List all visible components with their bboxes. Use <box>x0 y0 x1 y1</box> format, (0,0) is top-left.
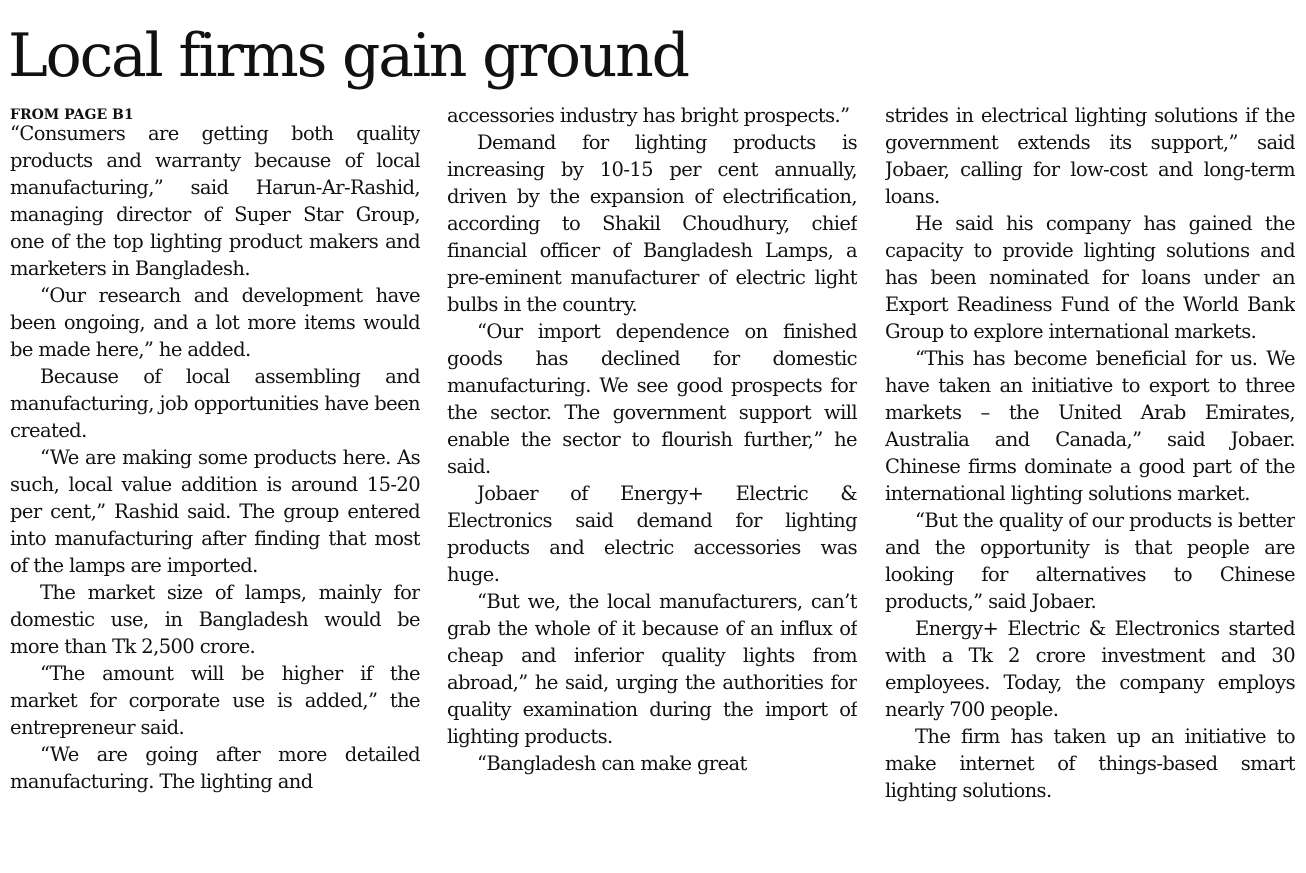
paragraph: “Bangladesh can make great <box>477 752 747 775</box>
paragraph: “But we, the local manufacturers, can’t grab the whole of it because of an influx of cheap and inferior quality lights from abroad,” he said, urging the authorities for quality examination during the import of lighting products. <box>447 590 857 748</box>
paragraph: Energy+ Electric & Electronics started with a Tk 2 crore investment and 30 employees. Today, the company employs nearly 700 people. <box>885 617 1295 721</box>
paragraph: accessories industry has bright prospects.” <box>447 104 850 127</box>
paragraph: He said his company has gained the capacity to provide lighting solutions and has been nominated for loans under an Export Readiness Fund of the World Bank Group to explore international markets. <box>885 212 1295 343</box>
paragraph: “Our research and development have been ongoing, and a lot more items would be made here,” he added. <box>10 284 420 361</box>
paragraph: “Our import dependence on finished goods has declined for domestic manufacturing. We see good prospects for the sector. The government support will enable the sector to flourish further,” he said. <box>447 320 857 478</box>
paragraph: “This has become beneficial for us. We have taken an initiative to export to three markets – the United Arab Emirates, Australia and Canada,” said Jobaer. Chinese firms dominate a good part of the international lighting solutions market. <box>885 347 1295 505</box>
paragraph: “Consumers are getting both quality products and warranty because of local manufacturing,” said Harun-Ar-Rashid, managing director of Super Star Group, one of the top lighting product makers and marketers in Bangladesh. <box>10 122 420 280</box>
article-column-1 <box>10 102 420 872</box>
headline: Local firms gain ground <box>8 21 688 91</box>
article-column-3 <box>885 102 1295 872</box>
paragraph: The market size of lamps, mainly for domestic use, in Bangladesh would be more than Tk 2,500 crore. <box>10 581 420 658</box>
paragraph: “The amount will be higher if the market for corporate use is added,” the entrepreneur said. <box>10 662 420 739</box>
paragraph: “We are making some products here. As such, local value addition is around 15-20 per cent,” Rashid said. The group entered into manufacturing after finding that most of the lamps are imported. <box>10 446 420 577</box>
paragraph: Because of local assembling and manufacturing, job opportunities have been created. <box>10 365 420 442</box>
article-column-2 <box>447 102 857 872</box>
kicker-from-page: FROM PAGE B1 <box>10 107 134 123</box>
paragraph: Jobaer of Energy+ Electric & Electronics said demand for lighting products and electric accessories was huge. <box>447 482 857 586</box>
paragraph: “We are going after more detailed manufacturing. The lighting and <box>10 743 420 793</box>
paragraph: strides in electrical lighting solutions if the government extends its support,” said Jobaer, calling for low-cost and long-term loans. <box>885 104 1295 208</box>
paragraph: The firm has taken up an initiative to make internet of things-based smart lighting solutions. <box>885 725 1295 802</box>
paragraph: Demand for lighting products is increasing by 10-15 per cent annually, driven by the expansion of electrification, according to Shakil Choudhury, chief financial officer of Bangladesh Lamps, a pre-eminent manufacturer of electric light bulbs in the country. <box>447 131 857 316</box>
paragraph: “But the quality of our products is better and the opportunity is that people are looking for alternatives to Chinese products,” said Jobaer. <box>885 509 1295 613</box>
